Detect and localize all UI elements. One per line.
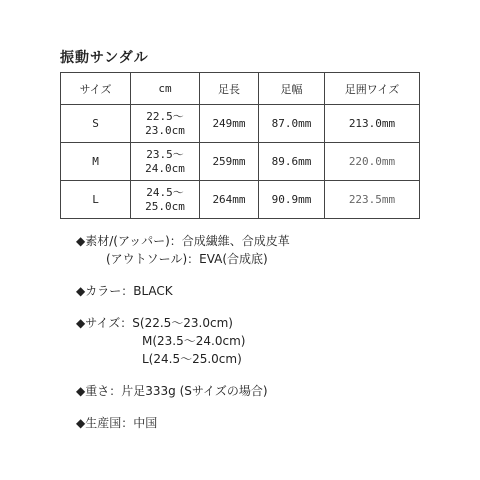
header-length: 足長 (200, 73, 259, 105)
spec-list (76, 232, 290, 446)
page-title: 振動サンダル (60, 50, 149, 66)
diamond-bullet-icon: ◆ (76, 316, 86, 330)
width-cell: 90.9mm (259, 181, 325, 219)
table-row (61, 105, 420, 143)
width-cell: 89.6mm (259, 143, 325, 181)
size-table (60, 72, 420, 219)
size-m-text: M(23.5～24.0cm) (142, 334, 246, 348)
table-row (61, 143, 420, 181)
table-row (61, 181, 420, 219)
size-cell: M (61, 143, 131, 181)
cm-cell (131, 143, 200, 181)
origin-text: 生産国：中国 (85, 416, 158, 430)
color-spec (76, 282, 290, 300)
size-spec (76, 314, 290, 368)
material-sole-text: (アウトソール)：EVA(合成底) (106, 252, 268, 266)
weight-text: 重さ：片足333g (Sサイズの場合) (85, 384, 268, 398)
size-cell: L (61, 181, 131, 219)
cm-cell (131, 105, 200, 143)
length-cell: 249mm (200, 105, 259, 143)
length-cell: 259mm (200, 143, 259, 181)
diamond-bullet-icon: ◆ (76, 416, 86, 430)
cm-range-end: 23.0cm (145, 123, 185, 137)
cm-range-end: 25.0cm (145, 199, 185, 213)
material-spec (76, 232, 290, 268)
header-girth: 足囲ワイズ (325, 73, 420, 105)
header-width: 足幅 (259, 73, 325, 105)
cm-range-end: 24.0cm (145, 161, 185, 175)
header-cm: cm (131, 73, 200, 105)
size-s-text: サイズ：S(22.5～23.0cm) (85, 316, 233, 330)
table-header-row (61, 73, 420, 105)
header-size: サイズ (61, 73, 131, 105)
cm-range-start: 22.5～ (146, 109, 184, 123)
size-l-text: L(24.5～25.0cm) (142, 352, 242, 366)
size-cell: S (61, 105, 131, 143)
origin-spec (76, 414, 290, 432)
girth-cell: 213.0mm (325, 105, 420, 143)
weight-spec (76, 382, 290, 400)
diamond-bullet-icon: ◆ (76, 384, 86, 398)
cm-range-start: 24.5～ (146, 185, 184, 199)
girth-cell: 223.5mm (325, 181, 420, 219)
length-cell: 264mm (200, 181, 259, 219)
cm-cell (131, 181, 200, 219)
width-cell: 87.0mm (259, 105, 325, 143)
color-text: カラー：BLACK (85, 284, 173, 298)
diamond-bullet-icon: ◆ (76, 234, 86, 248)
girth-cell: 220.0mm (325, 143, 420, 181)
cm-range-start: 23.5～ (146, 147, 184, 161)
material-upper-text: 素材/(アッパー)：合成繊維、合成皮革 (85, 234, 290, 248)
diamond-bullet-icon: ◆ (76, 284, 86, 298)
